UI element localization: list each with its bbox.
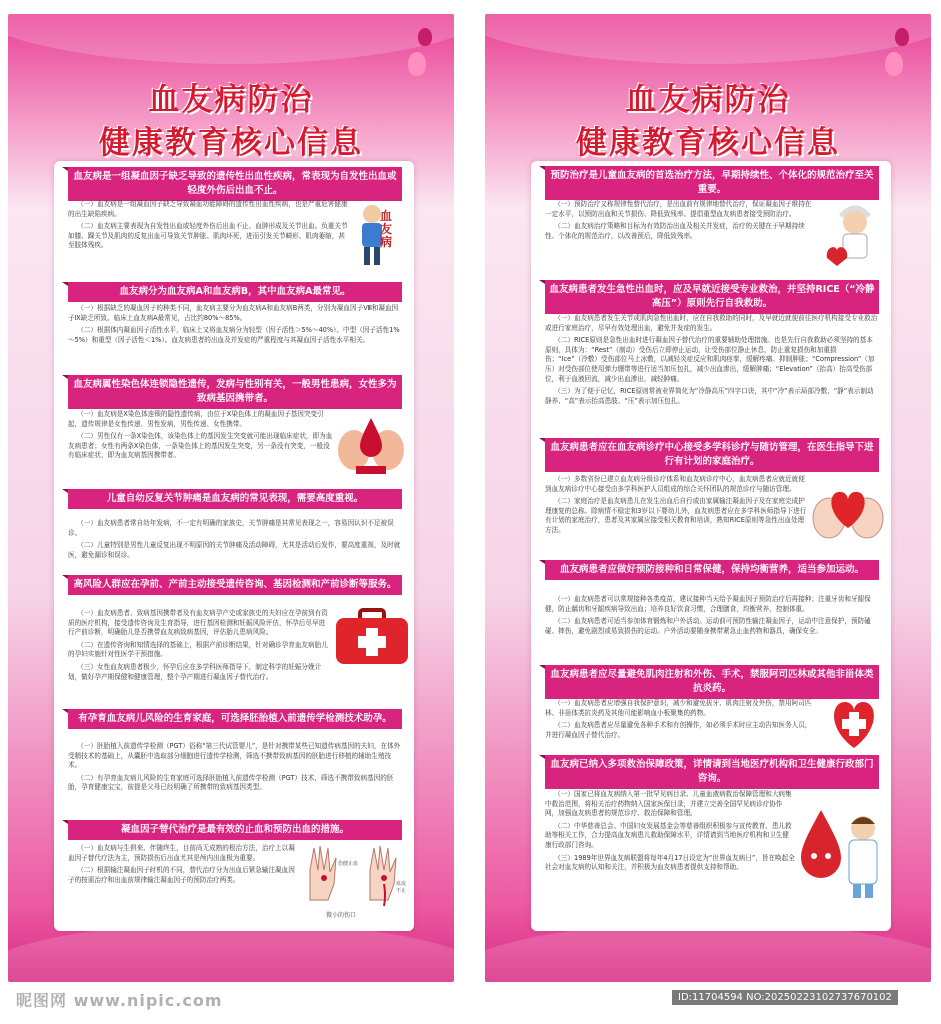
right-section-heading: 血友病患者应做好预防接种和日常保健，保持均衡营养，适当参加运动。 — [545, 560, 879, 580]
left-section-heading: 高风险人群应在孕前、产前主动接受遗传咨询、基因检测和产前诊断等服务。 — [68, 575, 402, 595]
blood-drop-doctor-illustration — [795, 802, 887, 906]
left-section-heading: 血友病分为血友病A和血友病B，其中血友病A最常见。 — [68, 282, 402, 302]
right-title-line1: 血友病防治 — [625, 82, 791, 118]
right-section-heading: 血友病患者应在血友病诊疗中心接受多学科诊疗与随访管理，在医生指导下进行有计划的家庭治疗。 — [545, 438, 879, 472]
hands-bleeding-illustration — [300, 840, 410, 920]
right-section-body: （一）血友病患者可以常规接种各类疫苗，建议接种当天给予凝血因子预防治疗后再接种；注重牙齿和牙龈保健，防止龋齿和牙龈疾病导致出血；培养良好饮食习惯，合理膳食，均衡营养，控制体重。 （二）血友病患者可适当参加体育锻炼和户外活动。运动前可预防性输注凝血因子，运动中注意保护，预防磕碰、摔伤，避免剧烈或易致损伤的运动。户外活动要随身携带紧急止血药物和器具，确保安全。 — [545, 595, 871, 635]
right-section-heading: 预防治疗是儿童血友病的首选治疗方法，早期持续性、个体化的规范治疗至关重要。 — [545, 166, 879, 200]
right-section-body: （一）预防治疗又称规律性替代治疗，是出血前有规律地替代治疗，保证凝血因子维持在一定水平，以预防出血和关节损伤、降低致残率。提倡重型血友病患者接受预防治疗。 （二）血友病治疗策略和目标为有效防治出血及相关并发症，治疗的关键在于早期持续性、个体化的规范治疗，以改善预后，降低致残率。 — [545, 200, 812, 240]
left-section-body: （一）胚胎植入前遗传学检测（PGT）俗称“第三代试管婴儿”，是针对携带某些已知遗传病基因的夫妇，在体外受精技术的基础上，从囊胚中选取部分细胞进行遗传学检测，筛选不携带致病基因的胚胎进行移植的辅助生殖技术。 （二）有孕育血友病儿风险的生育家庭可选择胚胎植入前遗传学检测（PGT）技术，筛选不携带致病基因的胚胎，孕育健康宝宝，前提是父母已经明确了所携带的致病基因类型。 — [68, 742, 401, 792]
left-section-body: （一）血友病患者、致病基因携带者及有血友病孕产史或家族史的夫妇应在孕前到有资质的医疗机构，接受遗传咨询及生育指导，进行基因检测和妊娠风险评估，怀孕后尽早进行产前诊断，明确胎儿是否携带血友病致病基因，评估胎儿患病风险。 （二）在遗传咨询和知情选择的基础上，根据产前诊断结果，针对确诊孕育血友病胎儿的孕妇实施针对性医学干预措施。 （三）女性血友病患者极少，怀孕后应在多学科医师指导下，制定科学的妊娠分娩计划，做好孕产期保健和健康管理，整个孕产期进行凝血因子替代治疗。 — [68, 609, 328, 681]
left-section-body: （一）血友病是X染色体连锁的隐性遗传病，由位于X染色体上的凝血因子基因突变引起，遗传规律是女性传递、男性发病，男性传递、女性携带。 （二）男性仅有一条X染色体，该染色体上的基因发生突变就可能出现临床症状，即为血友病患者；女性有两条X染色体，一条染色体上的基因发生突变，另一条没有突变，一般没有临床症状，即为血友病基因携带者。 — [68, 410, 333, 460]
left-section-heading: 有孕育血友病儿风险的生育家庭，可选择胚胎植入前遗传学检测技术助孕。 — [68, 709, 402, 729]
balloon-icon — [418, 28, 432, 46]
left-section-body: （一）血友病患者常自幼年发病，不一定有明确的家族史，关节肿痛是其常见表现之一，容易因认识不足被误诊。 （二）儿童特别是男性儿童反复出现不明原因的关节肿痛及活动障碍，尤其是活动后发作，要高度重视，及时就医，避免漏诊和误诊。 — [68, 519, 401, 559]
balloon-icon — [885, 52, 903, 76]
right-section-body: （一）国家已将血友病纳入第一批罕见病目录、儿童血液病救治保障管理和大病集中救治范围，将相关治疗药物纳入国家医保目录，并建立完善全国罕见病诊疗协作网，加强血友病患者的规范诊疗、救治保障和管理。 （二）中华慈善总会、中国妇女发展基金会等慈善组织积极参与宣传教育、患儿救助等相关工作，合力提高血友病患儿救助保障水平，详情请到当地医疗机构和卫生健康行政部门咨询。 （三）1989年世界血友病联盟将每年4月17日设定为“世界血友病日”，旨在唤起全社会对血友病的认知和关注，并积极为血友病患者提供支持和帮助。 — [545, 790, 795, 872]
image-id-text: ID:11704594 NO:20250223102737670102 — [672, 990, 898, 1005]
first-aid-kit-icon — [334, 608, 410, 670]
right-section-body: （一）多数省份已建立血友病分级诊疗体系和血友病诊疗中心，血友病患者应就近就便到血友病诊疗中心接受由多学科医护人员组成的综合关怀团队的规范诊疗与随访管理。 （二）家庭治疗是血友病患儿在发生出血后自行或由家属输注凝血因子及在家庭完成护理康复的总称。除病情不稳定和3岁以下婴幼儿外，血友病患者应在多学科医师指导下进行有计划的家庭治疗，患者及其家属应接受相关教育和培训，熟知RICE原则等急性出血处理方法。 — [545, 475, 807, 534]
doctor-illustration — [823, 204, 885, 270]
right-section-body: （一）血友病患者发生关节或肌肉急性出血时，应在自我救助的同时，及早就近就便前往医疗机构接受专业救治或进行家庭治疗，尽早有效处理出血，避免并发症的发生。 （二）RICE原则是急性出血时进行凝血因子替代治疗的重要辅助处理措施。也是先行自我救助必须坚持的基本原则，具体为：“Rest”（制动）受伤后立即停止运动，让受伤部位静止休息，防止重复损伤和加重损伤；“Ice”（冷敷）受伤部位马上冰敷，以减轻炎症反应和肌肉痉挛，缓解疼痛、抑制肿胀；“Compression”（加压）对受伤部位使用弹力绷带等进行适当加压包扎，减少出血渗出，缓解肿痛；“Elevation”（抬高）抬高受伤部位，利于血液回流，减少出血渗出，减轻肿痛。 （三）为了便于记忆，RICE原则常被业界简化为“冷静高压”四字口诀，其中“冷”表示局部冷敷、“静”表示制动静养、“高”表示抬高患肢、“压”表示加压包扎。 — [545, 314, 878, 405]
patient-illustration — [354, 202, 410, 268]
watermark-text: 昵图网 www.nipic.com — [16, 991, 223, 1010]
left-section-body: （一）血友病与生俱来、伴随终生，目前尚无成熟的根治方法，治疗上以凝血因子替代疗法为主，预防损伤后出血尤其是颅内出血极为重要。 （二）根据输注凝血因子时机的不同，替代治疗分为出血后紧急输注凝血因子的按需治疗和出血前规律输注凝血因子的预防治疗两类。 — [68, 844, 295, 884]
right-section-heading: 血友病患者应尽量避免肌肉注射和外伤、手术，禁服阿司匹林或其他非甾体类抗炎药。 — [545, 665, 879, 699]
right-poster — [485, 14, 931, 982]
left-title-line1: 血友病防治 — [148, 82, 314, 118]
disease-label: 血友病 — [380, 209, 393, 249]
medical-heart-icon — [823, 694, 885, 756]
right-section-body: （一）血友病患者应增强自我保护意识，减少和避免拔牙、肌肉注射及外伤，禁用阿司匹林、非甾体类抗炎药及其他可能影响血小板聚集的药物。 （二）血友病患者应尽量避免各种手术和有创操作，如必须手术时应主动告知医务人员，并进行凝血因子替代治疗。 — [545, 699, 812, 739]
left-title-line2: 健康教育核心信息 — [99, 125, 363, 161]
blood-drop-hands-illustration — [336, 414, 406, 480]
right-section-heading: 血友病患者发生急性出血时，应及早就近接受专业救治，并坚持RICE（“冷静高压”）原则先行自我救助。 — [545, 280, 879, 314]
right-title-line2: 健康教育核心信息 — [576, 125, 840, 161]
left-section-body: （一）血友病是一组凝血因子缺乏导致凝血功能障碍的遗传性出血性疾病，也是严重危害健康的出生缺陷疾病。 （二）血友病主要表现为自发性出血或轻度外伤后出血不止、血肿形成及关节出血。负重关节如膝、踝关节及肌肉的反复出血可导致关节肿胀、肌肉坏死，进而引发关节畸形、肌肉萎缩，甚至肢体残疾。 — [68, 200, 348, 250]
left-section-heading: 凝血因子替代治疗是最有效的止血和预防出血的措施。 — [68, 820, 402, 840]
balloon-icon — [408, 52, 426, 76]
right-section-heading: 血友病已纳入多项救治保障政策，详情请到当地医疗机构和卫生健康行政部门咨询。 — [545, 755, 879, 789]
left-section-heading: 血友病是一组凝血因子缺乏导致的遗传性出血性疾病，常表现为自发性出血或轻度外伤后出血不止。 — [68, 167, 402, 201]
illustration-caption: 微小的伤口 — [326, 912, 357, 919]
balloon-icon — [895, 28, 909, 46]
hand-label: 伤健止血 — [338, 861, 359, 867]
heart-hands-illustration — [811, 478, 885, 544]
hand-label: 血流不止 — [396, 881, 407, 894]
left-poster — [8, 14, 454, 982]
left-section-heading: 血友病属性染色体连锁隐性遗传，发病与性别有关，一般男性患病，女性多为致病基因携带者。 — [68, 375, 402, 409]
left-section-heading: 儿童自幼反复关节肿痛是血友病的常见表现，需要高度重视。 — [68, 489, 402, 509]
left-section-body: （一）根据缺乏的凝血因子的种类不同，血友病主要分为血友病A和血友病B两类，分别为凝血因子Ⅷ和凝血因子Ⅸ缺乏所致。临床上血友病A最常见，占比约80%～85%。 （二）根据体内凝血因子活性水平，临床上又将血友病分为轻型（因子活性＞5%～40%）、中型（因子活性1%～5%）和重型（因子活性＜1%）。血友病患者的出血及并发症的严重程度与其凝血因子活性水平相关。 — [68, 304, 400, 344]
